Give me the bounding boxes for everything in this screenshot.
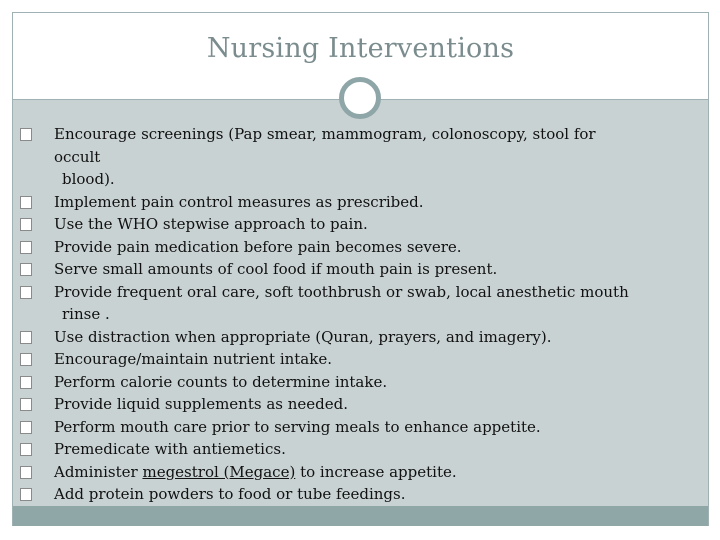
- drug-name-link[interactable]: megestrol (Megace): [142, 462, 296, 481]
- square-bullet-icon: [20, 443, 32, 456]
- list-item-text: Provide liquid supplements as needed.: [54, 395, 349, 413]
- square-bullet-icon: [20, 376, 32, 389]
- list-item: [20, 416, 700, 439]
- list-item: [20, 258, 700, 281]
- list-item-text-post: to increase appetite.: [295, 462, 457, 481]
- list-item-continuation: rinse .: [62, 305, 110, 323]
- list-item-text: Serve small amounts of cool food if mouth pain is present.: [54, 260, 498, 278]
- list-item-text: Encourage screenings (Pap smear, mammogram, colonoscopy, stool for: [54, 125, 596, 143]
- list-item-text: Use distraction when appropriate (Quran, prayers, and imagery).: [54, 327, 552, 346]
- list-item-text: Provide frequent oral care, soft toothbrush or swab, local anesthetic mouth: [54, 282, 629, 301]
- bullet-list: [20, 123, 700, 506]
- square-bullet-icon: [20, 353, 32, 366]
- list-item: [20, 236, 700, 259]
- list-item: [20, 393, 700, 416]
- list-item-text: Provide pain medication before pain becomes severe.: [54, 237, 462, 256]
- square-bullet-icon: [20, 218, 32, 231]
- footer-bar: [13, 506, 708, 526]
- list-item-text: Perform calorie counts to determine intake.: [54, 372, 388, 391]
- square-bullet-icon: [20, 286, 32, 299]
- list-item: [20, 348, 700, 371]
- list-item: [20, 438, 700, 461]
- list-item-text: Add protein powders to food or tube feedings.: [54, 485, 406, 503]
- square-bullet-icon: [20, 263, 32, 276]
- square-bullet-icon: [20, 241, 32, 254]
- square-bullet-icon: [20, 421, 32, 434]
- square-bullet-icon: [20, 466, 32, 479]
- ring-ornament-icon: [339, 77, 381, 119]
- list-item-text: Premedicate with antiemetics.: [54, 440, 286, 458]
- list-item: [20, 191, 700, 214]
- list-item: [20, 371, 700, 394]
- list-item: [20, 281, 700, 326]
- list-item-text: Perform mouth care prior to serving meals to enhance appetite.: [54, 417, 541, 436]
- list-item: [20, 213, 700, 236]
- list-item-text-pre: Administer: [54, 462, 143, 481]
- list-item: [20, 326, 700, 349]
- slide-title: Nursing Interventions: [206, 33, 515, 64]
- list-item: [20, 461, 700, 484]
- list-item-text: Use the WHO stepwise approach to pain.: [54, 215, 368, 233]
- square-bullet-icon: [20, 398, 32, 411]
- square-bullet-icon: [20, 128, 32, 141]
- list-item-text: Implement pain control measures as prescribed.: [54, 192, 424, 211]
- list-item: [20, 123, 700, 191]
- list-item: [20, 483, 700, 506]
- list-item-text: Encourage/maintain nutrient intake.: [54, 350, 332, 368]
- square-bullet-icon: [20, 488, 32, 501]
- list-item-continuation: occult: [54, 147, 101, 166]
- list-item-continuation: blood).: [62, 170, 115, 188]
- square-bullet-icon: [20, 331, 32, 344]
- square-bullet-icon: [20, 196, 32, 209]
